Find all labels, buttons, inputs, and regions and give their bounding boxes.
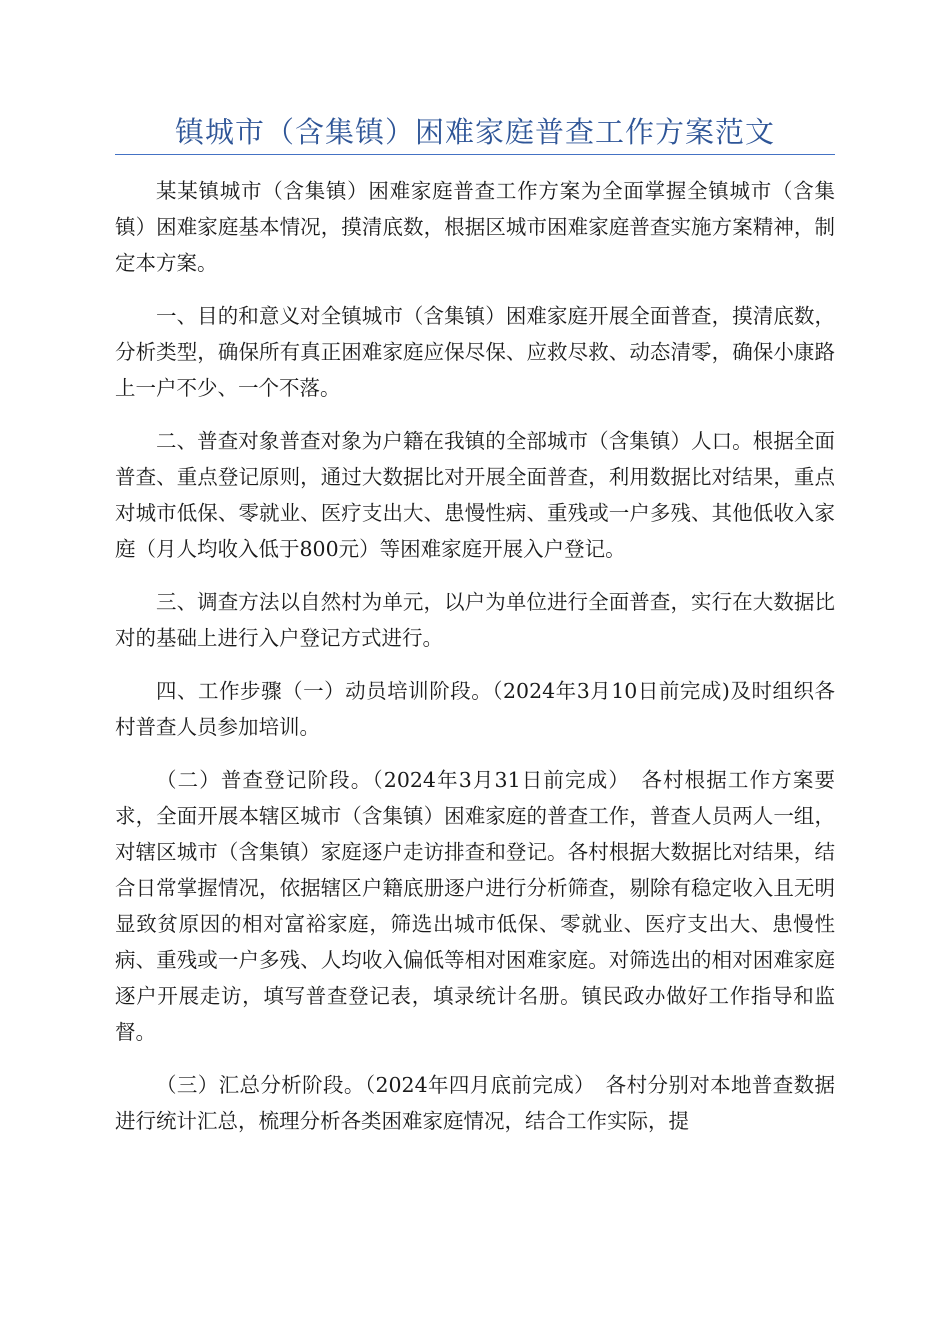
- title-underline: [115, 154, 835, 155]
- paragraph-intro: 某某镇城市（含集镇）困难家庭普查工作方案为全面掌握全镇城市（含集镇）困难家庭基本情况，摸清底数，根据区城市困难家庭普查实施方案精神，制定本方案。: [115, 179, 835, 275]
- document-title: 镇城市（含集镇）困难家庭普查工作方案范文: [174, 115, 775, 149]
- document-body: [115, 173, 835, 1156]
- paragraph-steps-training: 四、工作步骤（一）动员培训阶段。（2024年3月10日前完成)及时组织各村普查人员参加培训。: [115, 679, 835, 739]
- paragraph-purpose: 一、目的和意义对全镇城市（含集镇）困难家庭开展全面普查，摸清底数，分析类型，确保所有真正困难家庭应保尽保、应救尽救、动态清零，确保小康路上一户不少、一个不落。: [115, 304, 835, 400]
- paragraph-method: 三、调查方法以自然村为单元，以户为单位进行全面普查，实行在大数据比对的基础上进行入户登记方式进行。: [115, 590, 835, 650]
- paragraph-subjects: 二、普查对象普查对象为户籍在我镇的全部城市（含集镇）人口。根据全面普查、重点登记原则，通过大数据比对开展全面普查，利用数据比对结果，重点对城市低保、零就业、医疗支出大、患慢性病、重残或一户多残、其他低收入家庭（月人均收入低于800元）等困难家庭开展入户登记。: [115, 429, 835, 561]
- paragraph-steps-registration: （二）普查登记阶段。（2024年3月31日前完成） 各村根据工作方案要求，全面开展本辖区城市（含集镇）困难家庭的普查工作，普查人员两人一组，对辖区城市（含集镇）家庭逐户走访排查和登记。各村根据大数据比对结果，结合日常掌握情况，依据辖区户籍底册逐户进行分析筛查，剔除有稳定收入且无明显致贫原因的相对富裕家庭，筛选出城市低保、零就业、医疗支出大、患慢性病、重残或一户多残、人均收入偏低等相对困难家庭。对筛选出的相对困难家庭逐户开展走访，填写普查登记表，填录统计名册。镇民政办做好工作指导和监督。: [115, 768, 835, 1044]
- paragraph-steps-analysis: （三）汇总分析阶段。（2024年四月底前完成） 各村分别对本地普查数据进行统计汇总，梳理分析各类困难家庭情况，结合工作实际，提: [115, 1073, 835, 1133]
